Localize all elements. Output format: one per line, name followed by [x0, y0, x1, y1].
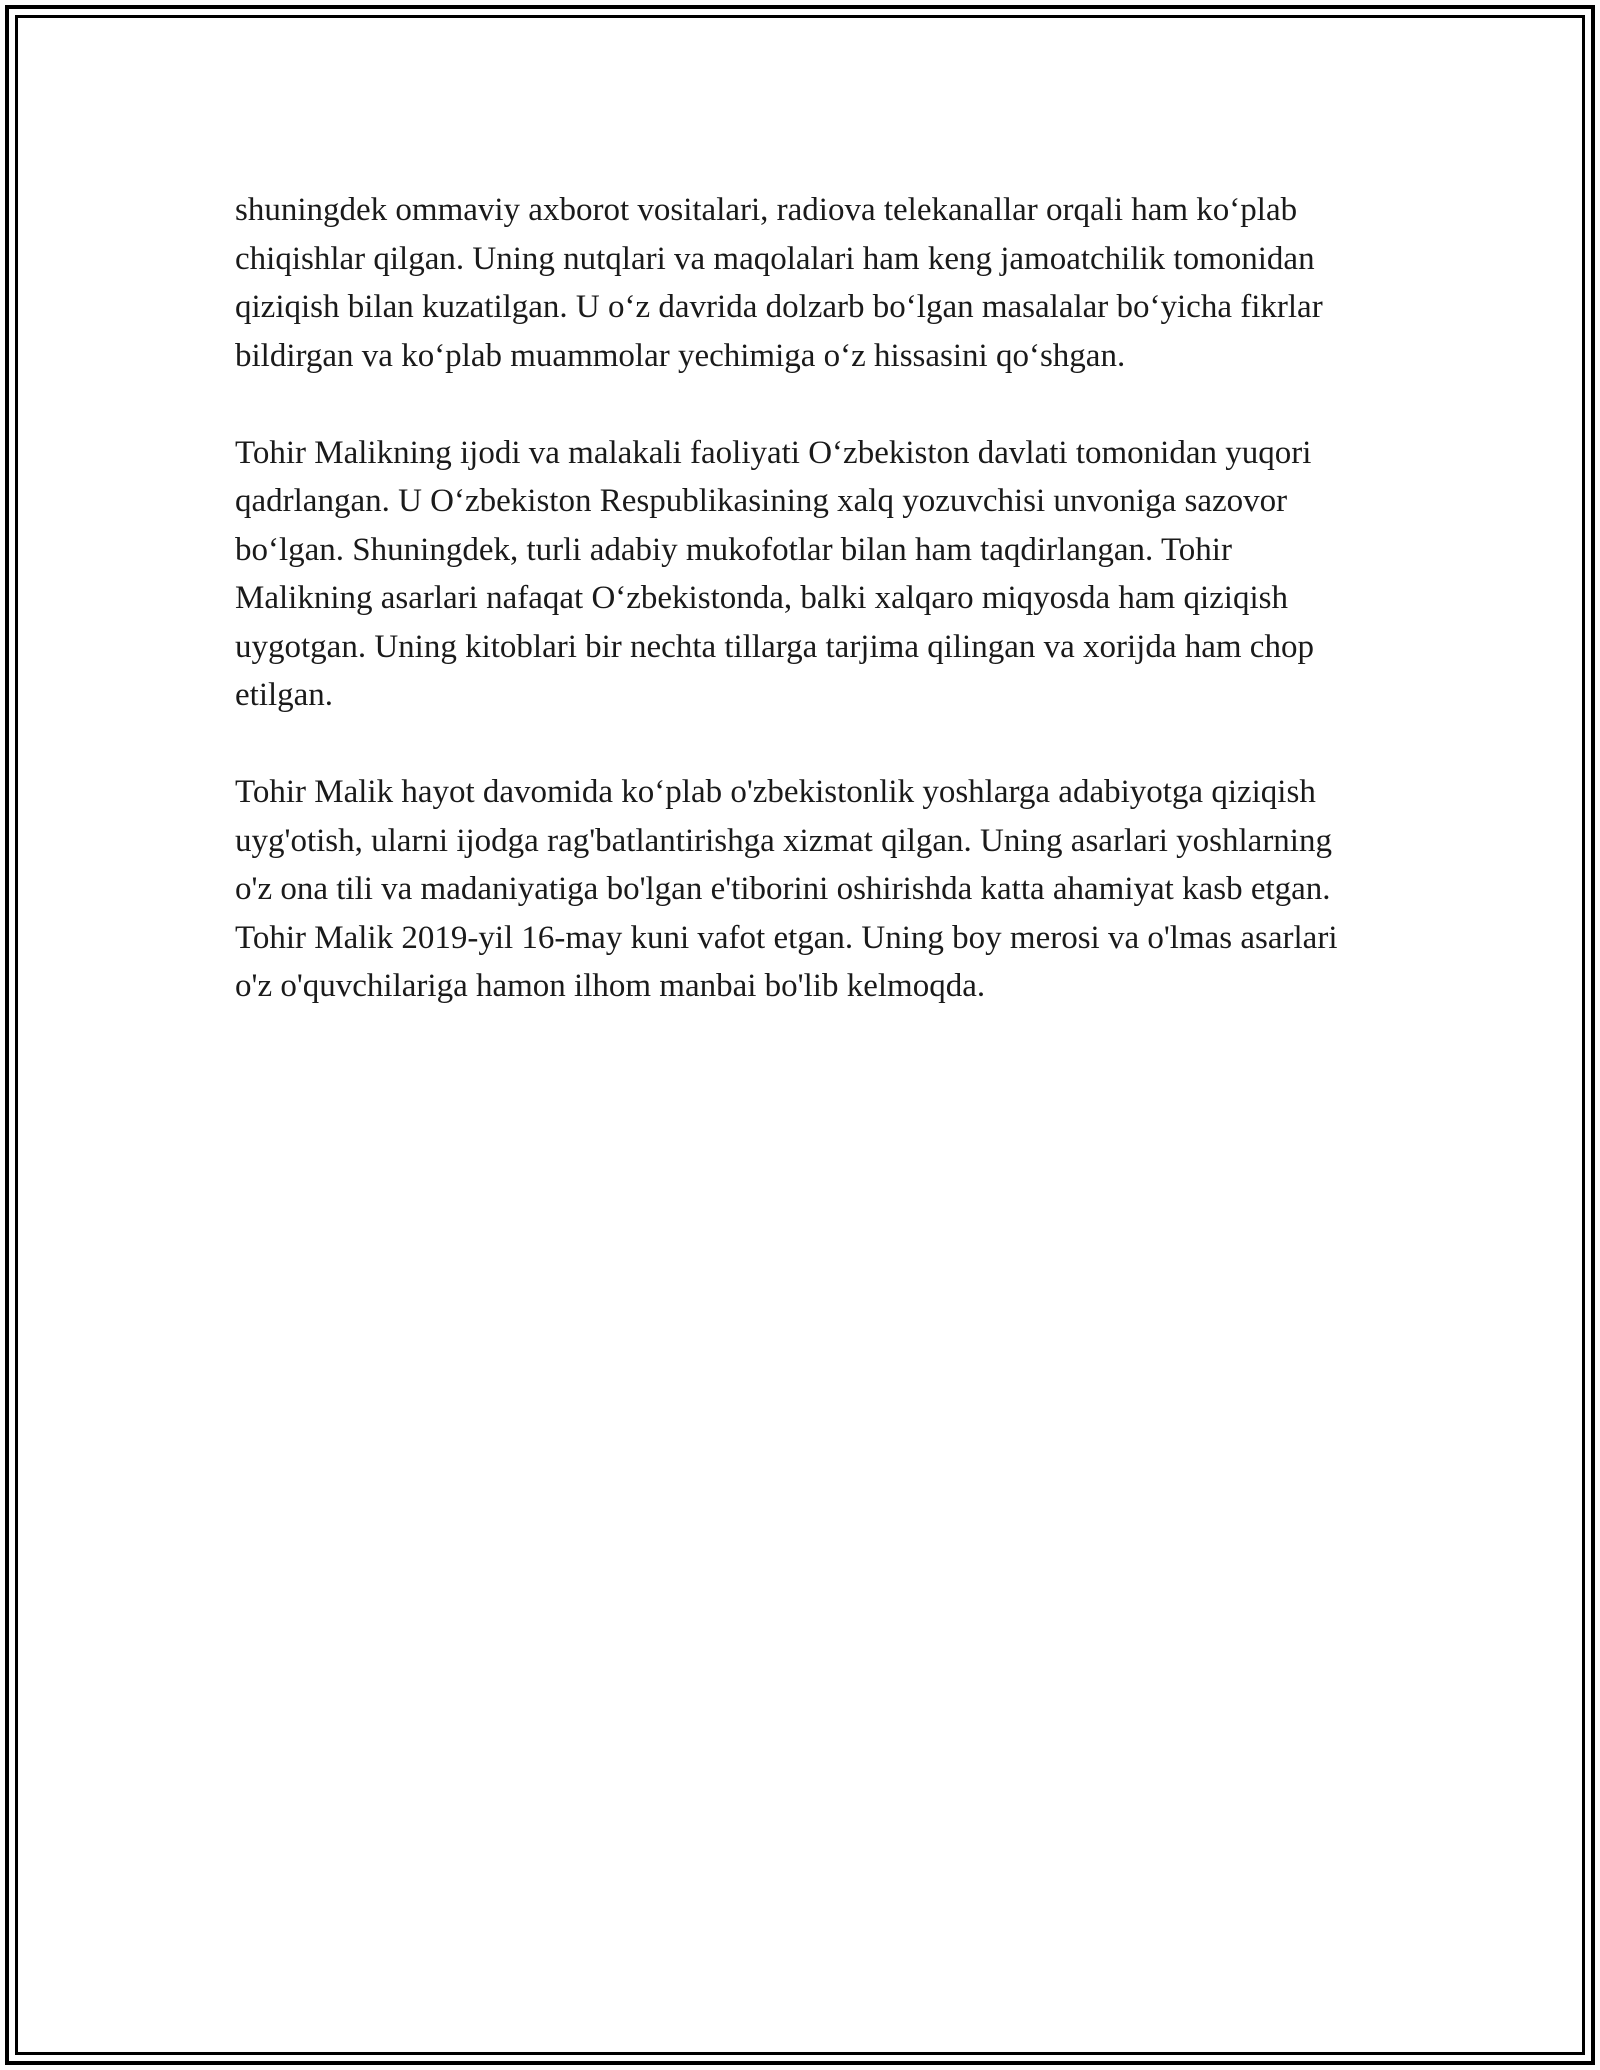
paragraph-1: shuningdek ommaviy axborot vositalari, radiova telekanallar orqali ham ko‘plab chiqishlar qilgan. Uning nutqlari va maqolalari ham keng jamoatchilik tomonidan qiziqish bilan kuzatilgan. U o‘z davrida dolzarb bo‘lgan masalalar bo‘yicha fikrlar bildirgan va ko‘plab muammolar yechimiga o‘z hissasini qo‘shgan. [235, 192, 1323, 374]
document-body [235, 186, 1365, 1059]
paragraph-3: Tohir Malik hayot davomida ko‘plab o'zbekistonlik yoshlarga adabiyotga qiziqish uyg'otish, ularni ijodga rag'batlantirishga xizmat qilgan. Uning asarlari yoshlarning o'z ona tili va madaniyatiga bo'lgan e'tiborini oshirishda katta ahamiyat kasb etgan. Tohir Malik 2019-yil 16-may kuni vafot etgan. Uning boy merosi va o'lmas asarlari o'z o'quvchilariga hamon ilhom manbai bo'lib kelmoqda. [235, 774, 1338, 1004]
paragraph-2: Tohir Malikning ijodi va malakali faoliyati O‘zbekiston davlati tomonidan yuqori qadrlangan. U O‘zbekiston Respublikasining xalq yozuvchisi unvoniga sazovor bo‘lgan. Shuningdek, turli adabiy mukofotlar bilan ham taqdirlangan. Tohir Malikning asarlari nafaqat O‘zbekistonda, balki xalqaro miqyosda ham qiziqish uygotgan. Uning kitoblari bir nechta tillarga tarjima qilingan va xorijda ham chop etilgan. [235, 434, 1314, 713]
